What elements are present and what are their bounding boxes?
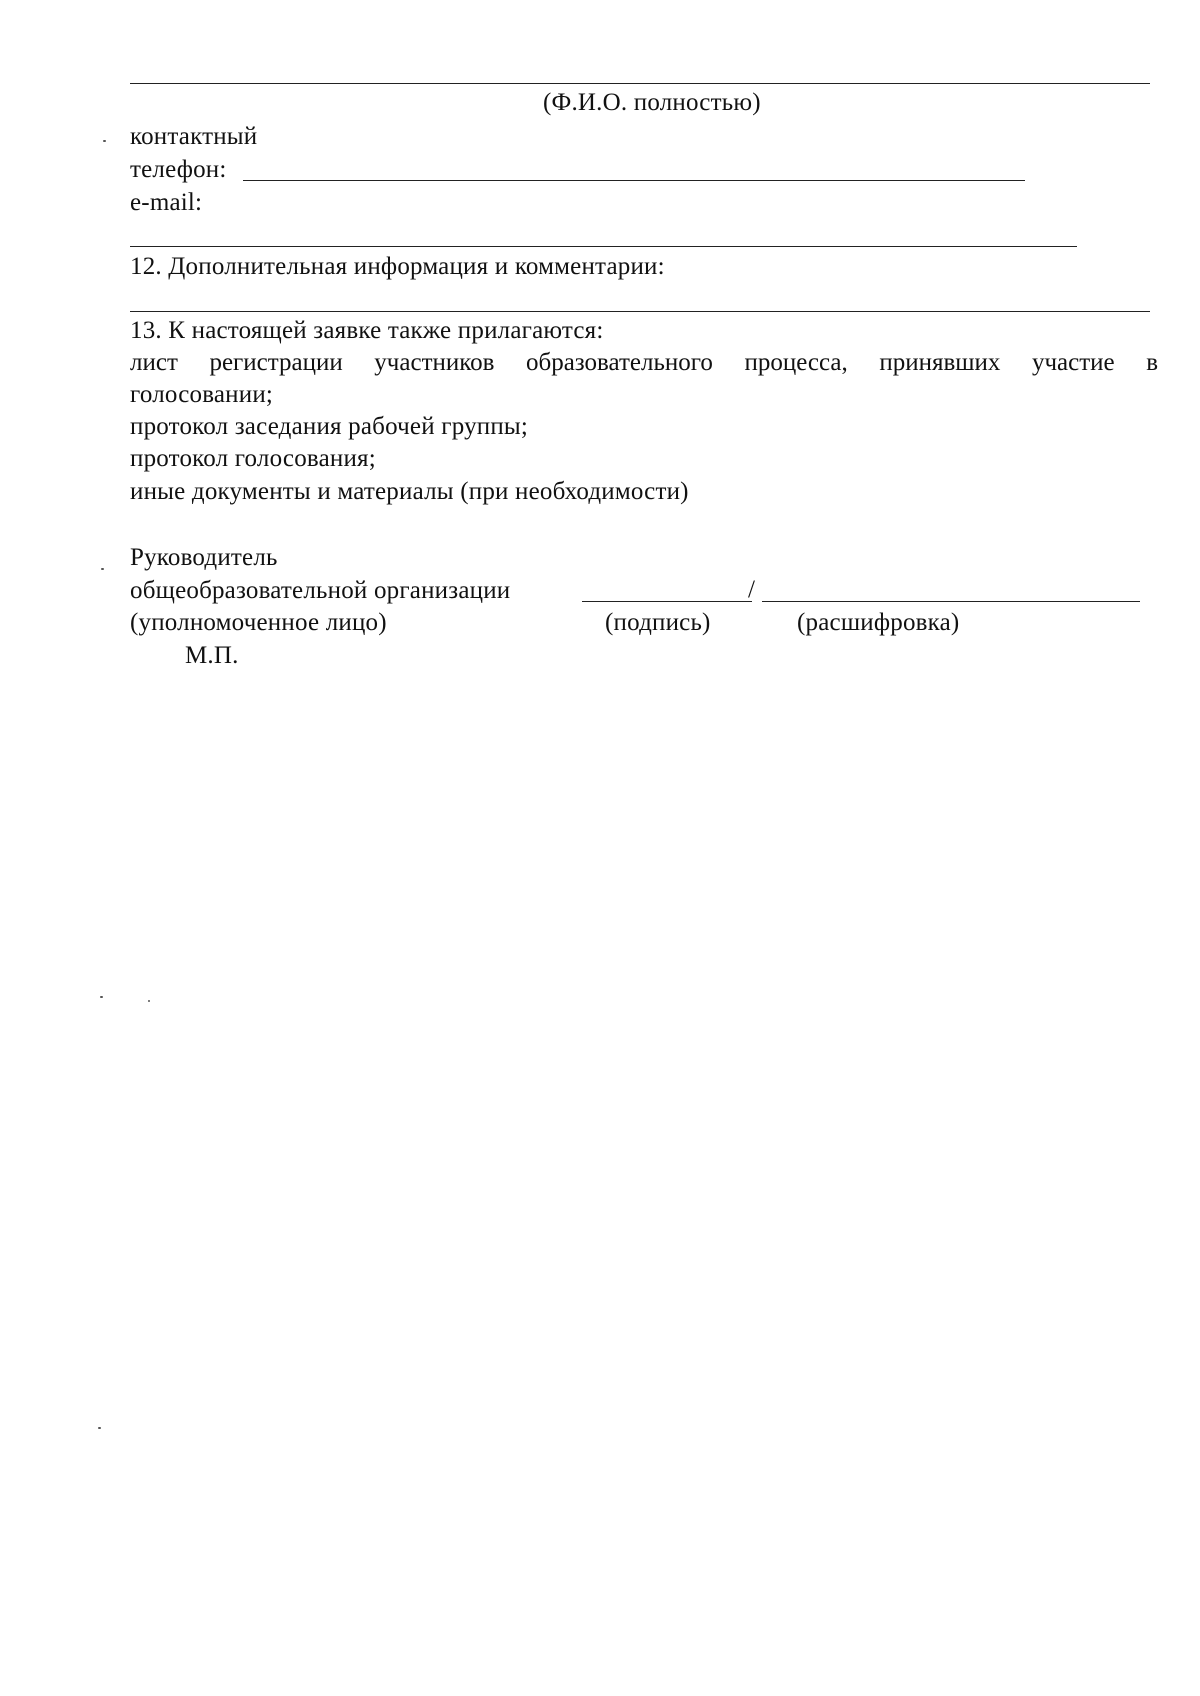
signer-role-line3: (уполномоченное лицо) xyxy=(130,609,387,636)
email-field-line xyxy=(130,246,1077,247)
scan-speck xyxy=(100,996,103,998)
signature-caption: (подпись) xyxy=(605,609,711,636)
signer-role-line1: Руководитель xyxy=(130,544,278,571)
fio-underline xyxy=(130,83,1150,84)
email-label: e-mail: xyxy=(130,189,203,216)
signature-field-line xyxy=(582,601,752,602)
fio-caption: (Ф.И.О. полностью) xyxy=(543,89,761,116)
contact-label: контактный xyxy=(130,123,258,150)
section-12-heading: 12. Дополнительная информация и комментарии: xyxy=(130,253,665,280)
decoding-caption: (расшифровка) xyxy=(797,609,960,636)
section-13-heading: 13. К настоящей заявке также прилагаются: xyxy=(130,317,604,344)
decoding-field-line xyxy=(762,601,1140,602)
scan-speck xyxy=(148,1000,150,1002)
attachment-item-other-documents: иные документы и материалы (при необходимости) xyxy=(130,478,689,505)
comments-field-line xyxy=(130,311,1150,312)
stamp-mark: М.П. xyxy=(185,642,239,669)
signer-role-line2: общеобразовательной организации xyxy=(130,577,511,604)
attachment-item-registration-list-cont: голосовании; xyxy=(130,381,274,408)
phone-field-line xyxy=(243,180,1025,181)
scan-speck xyxy=(101,568,104,570)
attachment-item-voting-protocol: протокол голосования; xyxy=(130,445,376,472)
phone-label: телефон: xyxy=(130,156,227,183)
scan-speck xyxy=(98,1427,101,1429)
attachment-item-working-group-protocol: протокол заседания рабочей группы; xyxy=(130,413,529,440)
signature-slash: / xyxy=(748,576,756,603)
scan-speck xyxy=(103,140,106,142)
attachment-item-registration-list: лист регистрации участников образовательного процесса, принявших участие в xyxy=(130,349,1158,376)
